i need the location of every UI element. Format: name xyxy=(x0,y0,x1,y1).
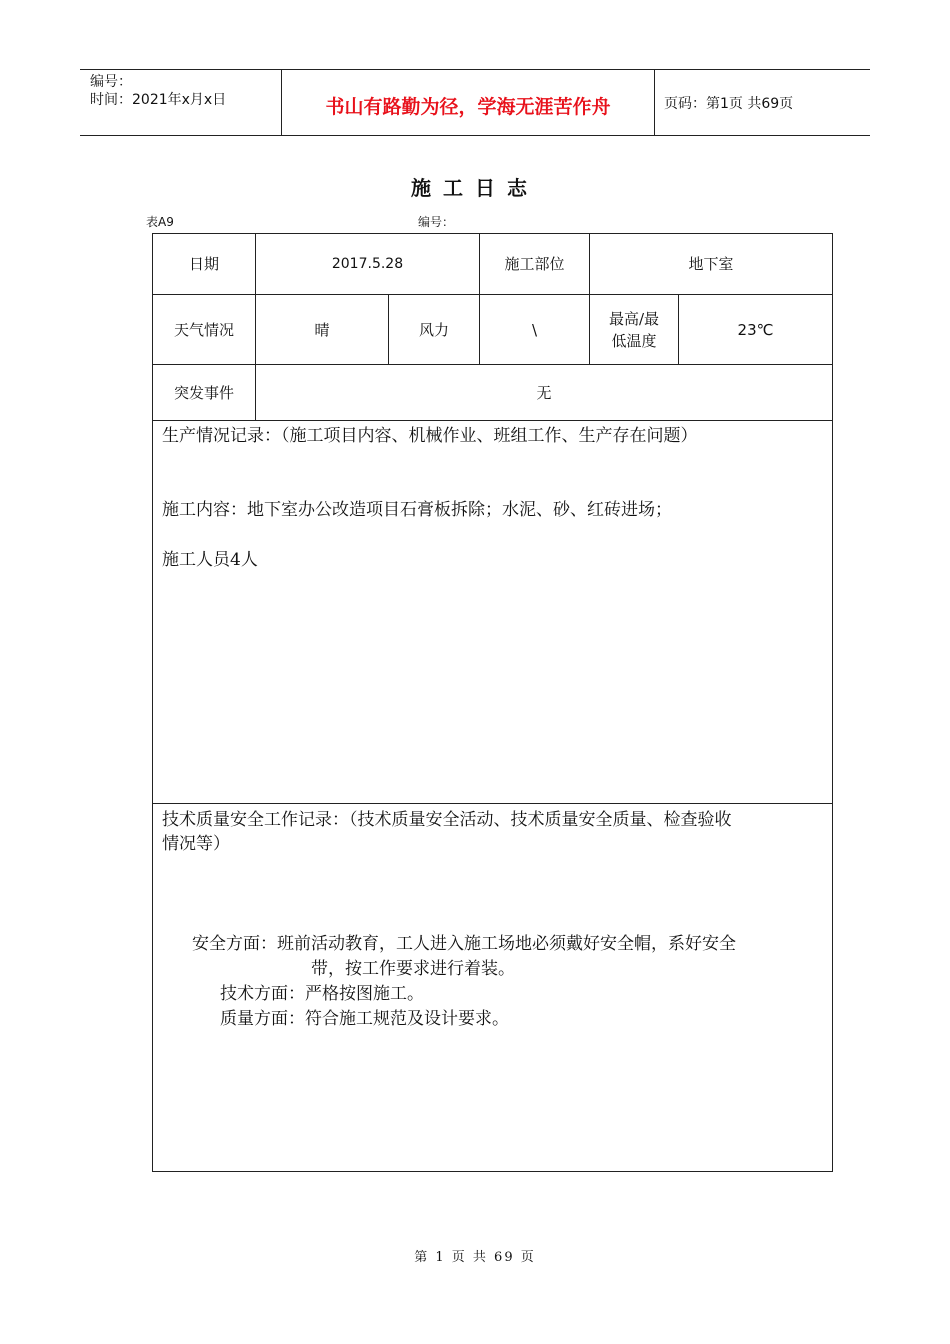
date-label: 日期 xyxy=(188,255,219,273)
production-content: 施工内容：地下室办公改造项目石膏板拆除；水泥、砂、红砖进场； xyxy=(162,500,672,520)
quality-heading-line1: 技术质量安全工作记录：（技术质量安全活动、技术质量安全质量、检查验收 xyxy=(162,810,732,830)
temperature-label xyxy=(590,295,678,364)
header-page-info: 页码：第1页 共69页 xyxy=(664,96,794,112)
quality-heading-line2: 情况等） xyxy=(162,834,230,854)
production-workers: 施工人员4人 xyxy=(162,550,258,570)
table-line xyxy=(152,1171,833,1172)
technical-line: 技术方面：严格按图施工。 xyxy=(220,984,424,1004)
safety-line2: 带，按工作要求进行着装。 xyxy=(311,959,515,979)
header-top-rule xyxy=(80,69,870,70)
quality-line: 质量方面：符合施工规范及设计要求。 xyxy=(220,1009,509,1029)
header-bottom-rule xyxy=(80,135,870,136)
temperature-label-line1: 最高/最 xyxy=(608,309,660,328)
header-time: 时间：2021年x月x日 xyxy=(90,92,227,108)
form-number-label: 编号： xyxy=(418,215,455,229)
wind-label: 风力 xyxy=(418,320,449,339)
header-motto: 书山有路勤为径，学海无涯苦作舟 xyxy=(325,96,611,118)
table-line xyxy=(152,803,833,804)
weather-value: 晴 xyxy=(314,320,330,339)
table-line xyxy=(152,420,833,421)
incident-value: 无 xyxy=(536,383,552,402)
location-label: 施工部位 xyxy=(504,255,565,273)
header-divider-right xyxy=(654,69,655,135)
temperature-label-line2: 低温度 xyxy=(611,331,657,350)
incident-label: 突发事件 xyxy=(173,383,234,402)
date-value: 2017.5.28 xyxy=(331,256,404,272)
page-title: 施工日志 xyxy=(411,176,539,200)
header-number-label: 编号： xyxy=(90,74,132,90)
production-heading: 生产情况记录：（施工项目内容、机械作业、班组工作、生产存在问题） xyxy=(162,426,698,446)
table-line xyxy=(832,233,833,1171)
safety-line1: 安全方面：班前活动教育，工人进入施工场地必须戴好安全帽，系好安全 xyxy=(192,934,736,954)
temperature-value: 23℃ xyxy=(737,320,774,339)
weather-label: 天气情况 xyxy=(173,320,234,339)
form-code: 表A9 xyxy=(146,215,174,229)
wind-value: \ xyxy=(531,320,538,339)
page-footer: 第 1 页 共 69 页 xyxy=(414,1250,536,1265)
location-value: 地下室 xyxy=(688,255,734,273)
